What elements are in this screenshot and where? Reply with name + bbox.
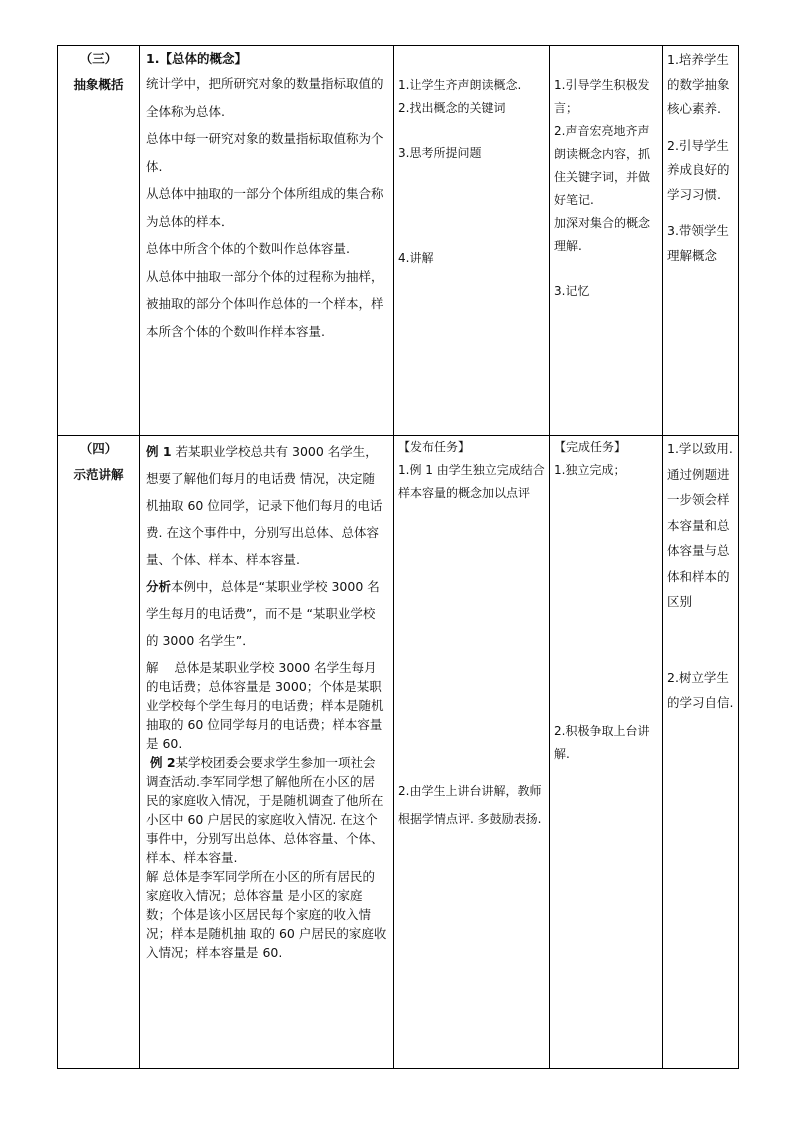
teacher-step: 1.让学生齐声朗读概念.	[398, 78, 522, 92]
content-cell	[140, 46, 394, 436]
section-heading: 1.【总体的概念】	[146, 51, 247, 66]
student-step: 1.引导学生积极发言；	[554, 78, 650, 115]
concept-individual: 总体中每一研究对象的数量指标取值称为个体.	[146, 131, 384, 174]
teacher-step: 2.由学生上讲台讲解，教师根据学情点评. 多鼓励表扬.	[398, 784, 542, 826]
stage-name: 抽象概括	[73, 77, 124, 92]
student-step: 加深对集合的概念理解.	[554, 216, 651, 253]
teacher-step: 4.讲解	[398, 251, 434, 265]
teacher-cell	[394, 46, 550, 436]
intent-item: 1.培养学生的数学抽象核心素养.	[667, 52, 730, 116]
concept-sample: 从总体中抽取的一部分个体所组成的集合称为总体的样本．	[146, 186, 384, 229]
concept-population-size: 总体中所含个体的个数叫作总体容量.	[146, 241, 350, 256]
analysis-label: 分析	[146, 579, 172, 594]
intent-item: 2.树立学生的学习自信.	[667, 669, 734, 710]
example-2-text: 某学校团委会要求学生参加一项社会调查活动.李军同学想了解他所在小区的居民的家庭收入情况，于是随机调查了他所在小区中 60 户居民的家庭收入情况. 在这个事件中，分别写出总体、总体容量、个体、样本、样本容量.	[146, 755, 384, 865]
solution-2-text: 总体是李军同学所在小区的所有居民的家庭收入情况；总体容量 是小区的家庭数；个体是该小区居民每个家庭的收入情况；样本是随机抽 取的 60 户居民的家庭收入情况；样本容量是 60.	[146, 869, 387, 960]
teacher-step: 3.思考所提问题	[398, 146, 482, 160]
example-1-text: 若某职业学校总共有 3000 名学生，想要了解他们每月的电话费 情况，决定随机抽取 60 位同学，记录下他们每月的电话费. 在这个事件中，分别写出总体、总体容量、个体、样本、样本容量.	[146, 444, 383, 567]
stage-cell	[58, 436, 140, 1069]
stage-name: 示范讲解	[73, 467, 124, 482]
teacher-cell	[394, 436, 550, 1069]
teacher-step: 2.找出概念的关键词	[398, 101, 506, 115]
intent-cell	[663, 46, 739, 436]
analysis	[146, 573, 387, 654]
solution-2-label: 解	[146, 869, 159, 884]
student-cell	[550, 46, 663, 436]
student-cell	[550, 436, 663, 1069]
analysis-text: 本例中，总体是“某职业学校 3000 名学生每月的电话费”，而不是 “某职业学校的 3000 名学生”．	[146, 579, 380, 648]
student-step: 2.声音宏亮地齐声朗读概念内容，抓住关键字词，并做好笔记.	[554, 124, 651, 207]
task-heading: 【完成任务】	[554, 440, 627, 454]
student-step: 3.记忆	[554, 284, 590, 298]
solution-1	[146, 658, 387, 753]
student-step: 1.独立完成；	[554, 463, 626, 477]
solution-1-label: 解	[146, 660, 159, 675]
table-row-abstraction	[58, 46, 739, 436]
concept-population: 统计学中，把所研究对象的数量指标取值的全体称为总体.	[146, 76, 384, 119]
teacher-step: 1.例 1 由学生独立完成结合样本容量的概念加以点评	[398, 463, 545, 500]
table-row-demonstration	[58, 436, 739, 1069]
intent-item: 3.带领学生理解概念	[667, 223, 729, 263]
stage-number: （四）	[79, 441, 118, 456]
intent-item: 2.引导学生养成良好的学习习惯.	[667, 137, 730, 202]
concept-sampling: 从总体中抽取一部分个体的过程称为抽样，被抽取的部分个体叫作总体的一个样本，样本所含个体的个数叫作样本容量.	[146, 268, 384, 339]
intent-item: 1.学以致用. 通过例题进一步领会样本容量和总体容量与总体和样本的区别	[667, 441, 733, 609]
stage-cell	[58, 46, 140, 436]
example-2-label: 例 2	[149, 755, 176, 770]
example-1	[146, 438, 387, 573]
example-1-label: 例 1	[146, 444, 172, 459]
intent-cell	[663, 436, 739, 1069]
example-2	[146, 753, 387, 867]
solution-1-text: 总体是某职业学校 3000 名学生每月的电话费；总体容量是 3000；个体是某职业学校每个学生每月的电话费；样本是随机抽取的 60 位同学每月的电话费；样本容量是 60.	[146, 660, 384, 751]
student-step: 2.积极争取上台讲解.	[554, 724, 650, 761]
task-heading: 【发布任务】	[398, 440, 471, 454]
stage-number: （三）	[79, 51, 118, 66]
content-cell	[140, 436, 394, 1069]
lesson-plan-table	[57, 45, 739, 1069]
solution-2	[146, 867, 387, 962]
